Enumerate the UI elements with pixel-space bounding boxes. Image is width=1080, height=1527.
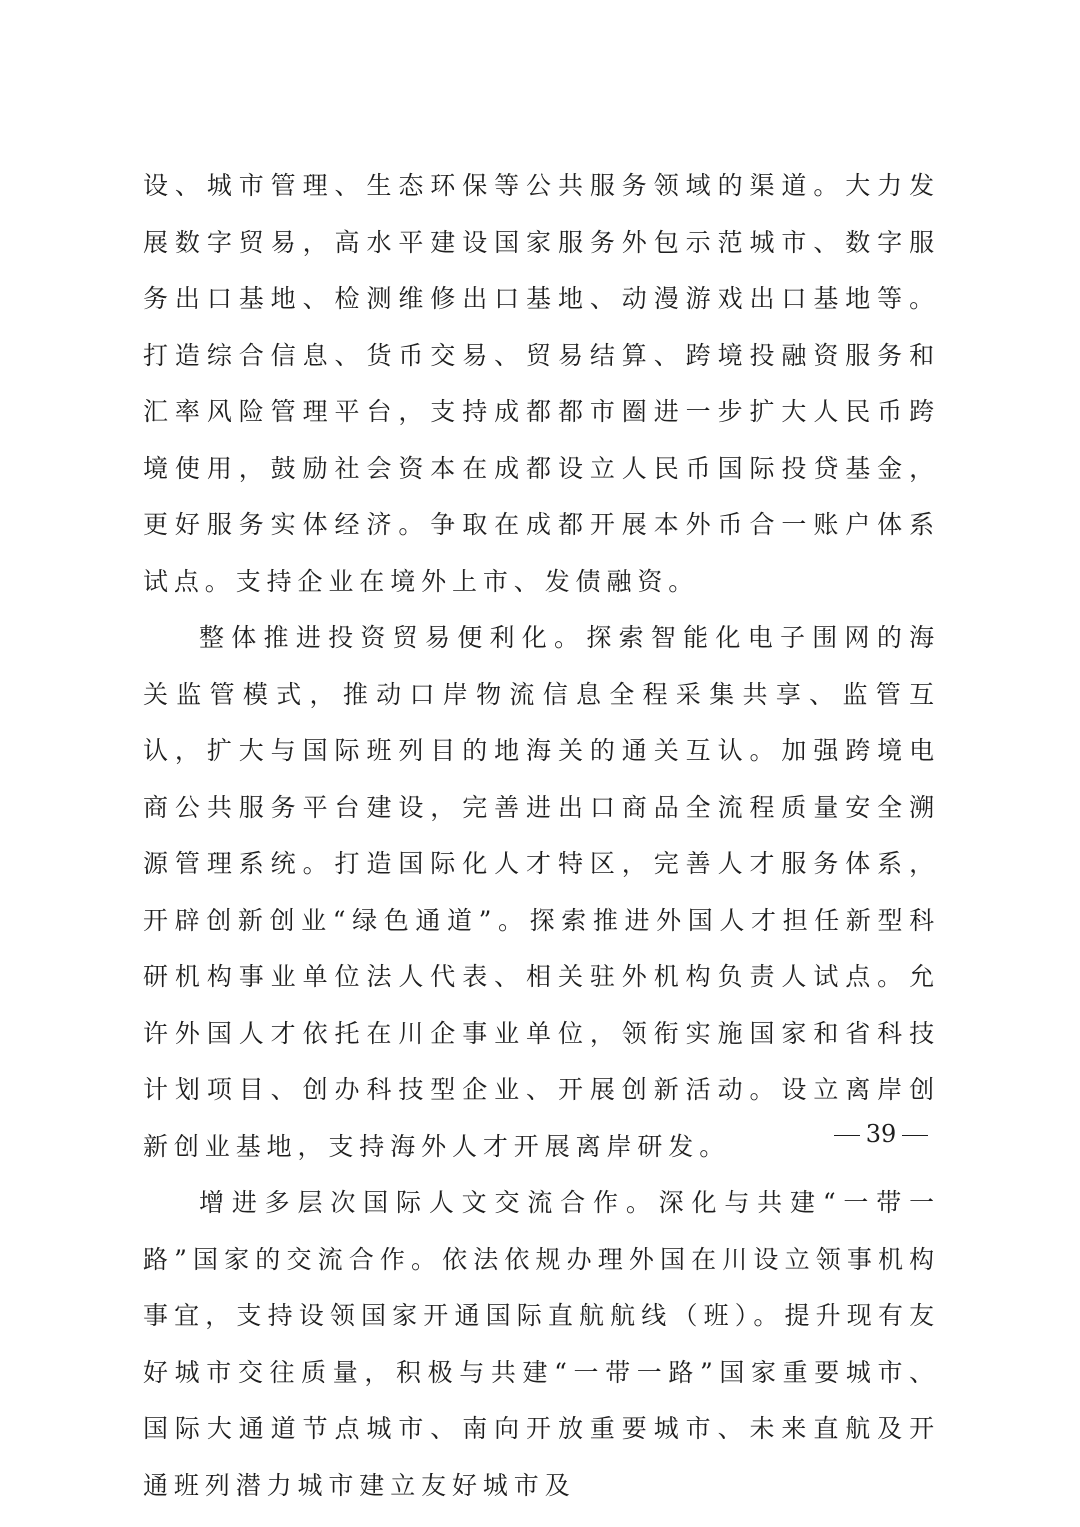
left-dash: [834, 1135, 860, 1137]
right-dash: [902, 1135, 928, 1137]
page-number-footer: [826, 1119, 936, 1149]
paragraph-2: 整体推进投资贸易便利化。探索智能化电子围网的海关监管模式，推动口岸物流信息全程采集共享、监管互认，扩大与国际班列目的地海关的通关互认。加强跨境电商公共服务平台建设，完善进出口商品全流程质量安全溯源管理系统。打造国际化人才特区，完善人才服务体系，开辟创新创业“绿色通道”。探索推进外国人才担任新型科研机构事业单位法人代表、相关驻外机构负责人试点。允许外国人才依托在川企事业单位，领衔实施国家和省科技计划项目、创办科技型企业、开展创新活动。设立离岸创新创业基地，支持海外人才开展离岸研发。: [143, 623, 940, 1161]
body-text: [143, 158, 940, 1514]
paragraph-3: 增进多层次国际人文交流合作。深化与共建“一带一路”国家的交流合作。依法依规办理外国在川设立领事机构事宜，支持设领国家开通国际直航航线（班）。提升现有友好城市交往质量，积极与共建“一带一路”国家重要城市、国际大通道节点城市、南向开放重要城市、未来直航及开通班列潜力城市建立友好城市及: [143, 1188, 940, 1500]
paragraph-1: 设、城市管理、生态环保等公共服务领域的渠道。大力发展数字贸易，高水平建设国家服务外包示范城市、数字服务出口基地、检测维修出口基地、动漫游戏出口基地等。打造综合信息、货币交易、贸易结算、跨境投融资服务和汇率风险管理平台，支持成都都市圈进一步扩大人民币跨境使用，鼓励社会资本在成都设立人民币国际投贷基金，更好服务实体经济。争取在成都开展本外币合一账户体系试点。支持企业在境外上市、发债融资。: [143, 171, 940, 596]
page-number: 39: [865, 1120, 897, 1148]
